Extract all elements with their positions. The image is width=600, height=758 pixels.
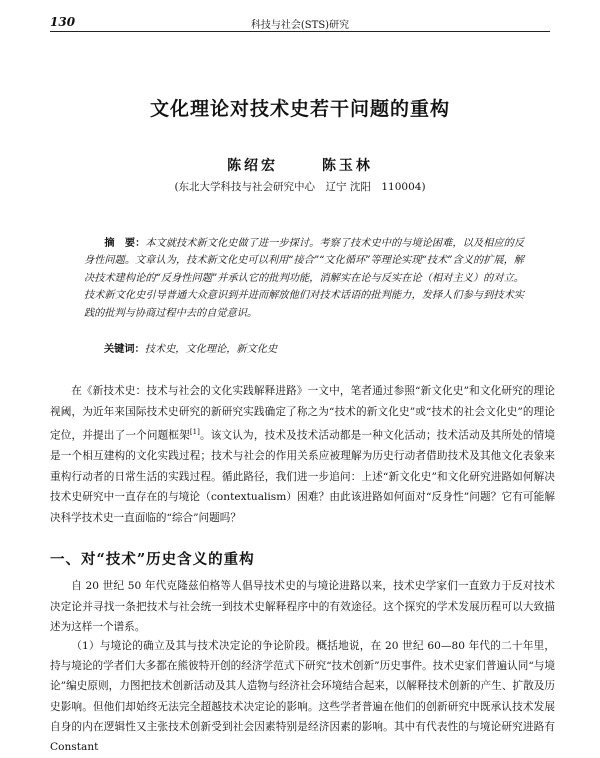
page-number: 130 [50,15,76,29]
intro-text-cont: 。该文认为，技术及技术活动都是一种文化活动；技术活动及其所处的情境是一个相互建构的文化实践过程；技术与社会的作用关系应被理解为历史行动者借助技术及其他文化表象来重构行动者的日常生活的实践过程。循此路径，我们进一步追问：上述“新文化史”和文化研究进路如何解决技术史研究中一直存在的与境论（contextualism）困难？由此该进路如何面对“反身性”问题？它有可能解决科学技术史一直面临的“综合”问题吗？ [50,429,556,524]
abstract-label: 摘 要： [104,237,146,249]
running-header [50,14,550,32]
keywords-text: 技术史，文化理论，新文化史 [144,344,278,355]
body-paragraph: （1）与境论的确立及其与技术决定论的争论阶段。概括地说，在 20 世纪 60—80 年代的二十年里，持与境论的学者们大多都在熊彼特开创的经济学范式下研究“技术创新”历史事件。技术史家们普遍认同“与境论”编史原则，力图把技术创新活动及其人造物与经济社会环境结合起来，以解释技术创新的产生、扩散及历史影响。但他们却始终无法完全超越技术决定论的影响。这些学者普遍在他们的创新研究中既承认技术发展自身的内在逻辑性又主张技术创新受到社会因素特别是经济因素的影响。其中有代表性的与境论研究进路有 Constant [50,640,555,754]
abstract [84,235,524,322]
keywords-label: 关键词： [104,343,145,355]
journal-name: 科技与社会(STS)研究 [250,20,350,31]
author-list [0,155,600,175]
paper-title: 文化理论对技术史若干问题的重构 [149,98,450,120]
section-heading: 一、对“技术”历史含义的重构 [50,551,255,568]
intro-text: 在《新技术史：技术与社会的文化实践解释进路》一文中，笔者通过参照“新文化史”和文化研究的理论视阈，为近年来国际技术史研究的新研究实践确定了称之为“技术的新文化史”或“技术的社会文化史”的理论定位，并提出了一个问题框架 [50,385,555,442]
author-affiliation: (东北大学科技与社会研究中心 辽宁 沈阳 110004) [174,181,426,193]
author-name: 陈绍宏 [227,158,279,174]
abstract-text: 本文就技术新文化史做了进一步探讨。考察了技术史中的与境论困难，以及相应的反身性问题。文章认为，技术新文化史可以利用“接合”“文化循环”等理论实现“技术”含义的扩展，解决技术建构论的“反身性问题”并承认它的批判功能，消解实在论与反实在论（相对主义）的对立。技术新文化史引导普通大众意识到并进而解放他们对技术话语的批判能力，发择人们参与到技术实践的批判与协商过程中去的自觉意识。 [84,238,525,319]
keywords [104,340,277,355]
body-paragraph: 自 20 世纪 50 年代克隆兹伯格等人倡导技术史的与境论进路以来，技术史学家们一直致力于反对技术决定论并寻找一条把技术与社会统一到技术史解释程序中的有效途径。这个探究的学术发展历程可以大致描述为这样一个谱系。 [50,580,555,633]
intro-paragraph [50,381,555,528]
citation-ref: [1] [189,428,200,436]
author-name: 陈玉林 [321,158,373,174]
